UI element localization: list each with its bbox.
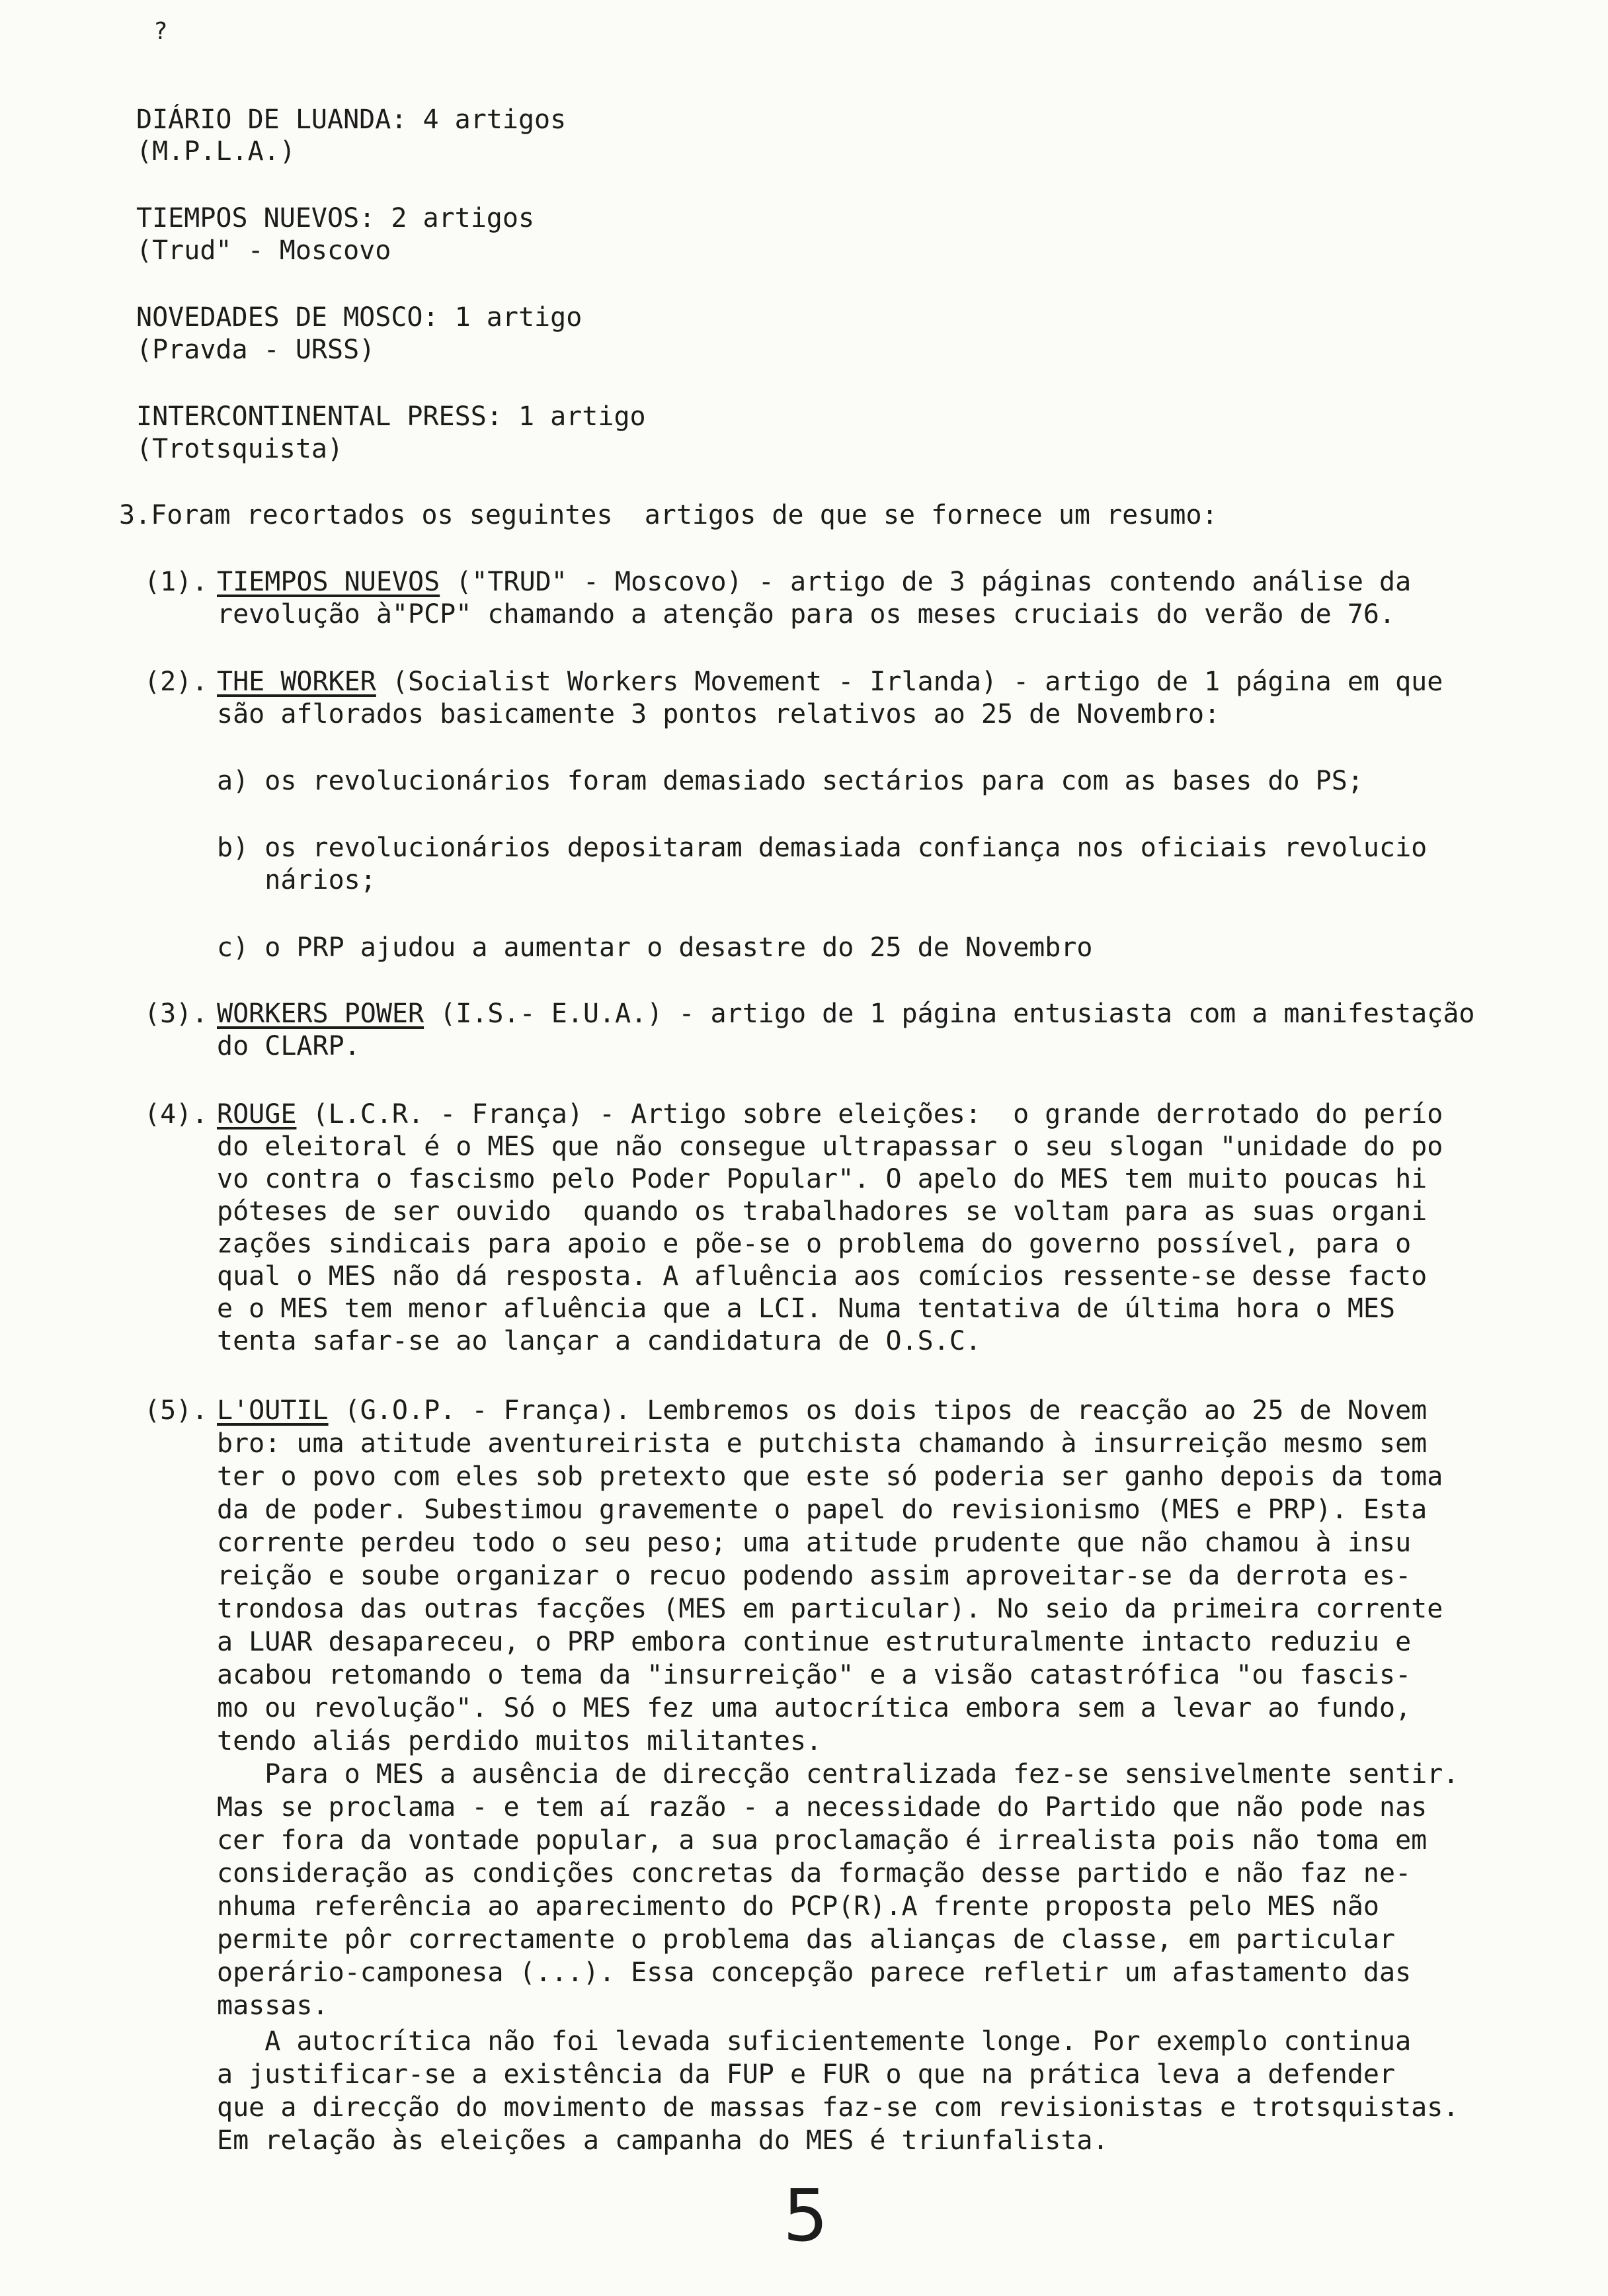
item-number: (5). [144,1395,208,1426]
item-line: mo ou revolução". Só o MES fez uma autocrítica embora sem a levar ao fundo, [217,1693,1412,1723]
item-line: póteses de ser ouvido quando os trabalhadores se voltam para as suas organi [217,1196,1427,1227]
item-line: zações sindicais para apoio e põe-se o problema do governo possível, para o [217,1229,1412,1259]
item-line: tenta safar-se ao lançar a candidatura de O.S.C. [217,1326,981,1356]
item-first-line [217,1394,1427,1427]
item-line: que a direcção do movimento de massas faz-se com revisionistas e trotsquistas. [217,2092,1459,2123]
item-line: massas. [217,1990,329,2021]
item-line: a justificar-se a existência da FUP e FUR o que na prática leva a defender [217,2059,1396,2090]
item-line: cer fora da vontade popular, a sua proclamação é irrealista pois não toma em [217,1825,1427,1856]
item-line: Em relação às eleições a campanha do MES é triunfalista. [217,2125,1109,2156]
item-line: trondosa das outras facções (MES em particular). No seio da primeira corrente [217,1594,1443,1624]
item-line: vo contra o fascismo pelo Poder Popular". O apelo do MES tem muito poucas hi [217,1164,1427,1194]
item-line: e o MES tem menor afluência que a LCI. Numa tentativa de última hora o MES [217,1293,1396,1324]
item-line: acabou retomando o tema da "insurreição" e a visão catastrófica "ou fascis- [217,1660,1412,1690]
source-origin: (Trud" - Moscovo [136,235,391,266]
item-number: (4). [144,1099,208,1129]
subpoint: nários; [217,865,376,895]
item-line: tendo aliás perdido muitos militantes. [217,1726,823,1756]
source-title: TIEMPOS NUEVOS: 2 artigos [136,203,535,233]
item-line: (G.O.P. - França). Lembremos os dois tipos de reacção ao 25 de Novem [328,1395,1427,1426]
item-line: bro: uma atitude aventureirista e putchista chamando à insurreição mesmo sem [217,1428,1427,1459]
item-first-line [217,997,1475,1030]
item-line: qual o MES não dá resposta. A afluência aos comícios ressente-se desse facto [217,1261,1427,1292]
source-title: NOVEDADES DE MOSCO: 1 artigo [136,302,583,333]
publication-title: WORKERS POWER [217,999,424,1029]
item-line: Mas se proclama - e tem aí razão - a necessidade do Partido que não pode nas [217,1792,1427,1823]
source-title: DIÁRIO DE LUANDA: 4 artigos [136,104,567,135]
source-origin: (Trotsquista) [136,434,344,464]
item-line: a LUAR desapareceu, o PRP embora continue estruturalmente intacto reduziu e [217,1627,1412,1657]
subpoint: b) os revolucionários depositaram demasiada confiança nos oficiais revolucio [217,833,1427,863]
publication-title: L'OUTIL [217,1395,329,1426]
page-number: 5 [783,2175,828,2258]
publication-title: THE WORKER [217,667,376,697]
item-line: revolução à"PCP" chamando a atenção para os meses cruciais do verão de 76. [217,599,1396,630]
item-line: permite pôr correctamente o problema das alianças de classe, em particular [217,1924,1396,1955]
item-line: da de poder. Subestimou gravemente o papel do revisionismo (MES e PRP). Esta [217,1495,1427,1525]
item-line: (Socialist Workers Movement - Irlanda) - artigo de 1 página em que [376,667,1443,697]
item-line: ("TRUD" - Moscovo) - artigo de 3 páginas contendo análise da [440,567,1412,597]
item-line: Para o MES a ausência de direcção centralizada fez-se sensivelmente sentir. [217,1759,1459,1789]
publication-title: TIEMPOS NUEVOS [217,567,440,597]
source-origin: (Pravda - URSS) [136,335,376,365]
stray-mark: ? [153,18,168,45]
item-number: (3). [144,999,208,1029]
item-first-line [217,665,1443,698]
item-line: (L.C.R. - França) - Artigo sobre eleições: o grande derrotado do perío [296,1099,1443,1129]
item-line: (I.S.- E.U.A.) - artigo de 1 página entusiasta com a manifestação [424,999,1475,1029]
item-line: ter o povo com eles sob pretexto que este só poderia ser ganho depois da toma [217,1461,1443,1492]
section-heading: 3.Foram recortados os seguintes artigos de que se fornece um resumo: [119,500,1218,530]
item-line: A autocrítica não foi levada suficientemente longe. Por exemplo continua [217,2026,1412,2057]
item-line: são aflorados basicamente 3 pontos relativos ao 25 de Novembro: [217,699,1221,729]
item-line: reição e soube organizar o recuo podendo assim aproveitar-se da derrota es- [217,1561,1412,1591]
publication-title: ROUGE [217,1099,297,1129]
item-line: operário-camponesa (...). Essa concepção parece refletir um afastamento das [217,1957,1412,1988]
item-number: (1). [144,567,208,597]
item-line: nhuma referência ao aparecimento do PCP(R).A frente proposta pelo MES não [217,1891,1379,1922]
item-line: do CLARP. [217,1031,360,1061]
source-origin: (M.P.L.A.) [136,136,296,167]
item-line: consideração as condições concretas da formação desse partido e não faz ne- [217,1858,1412,1889]
source-title: INTERCONTINENTAL PRESS: 1 artigo [136,401,646,432]
item-line: corrente perdeu todo o seu peso; uma atitude prudente que não chamou à insu [217,1528,1412,1558]
subpoint: c) o PRP ajudou a aumentar o desastre do 25 de Novembro [217,932,1093,963]
item-first-line [217,565,1411,598]
item-line: do eleitoral é o MES que não consegue ultrapassar o seu slogan "unidade do po [217,1131,1443,1162]
item-number: (2). [144,667,208,697]
item-first-line [217,1098,1443,1131]
subpoint: a) os revolucionários foram demasiado sectários para com as bases do PS; [217,766,1363,796]
